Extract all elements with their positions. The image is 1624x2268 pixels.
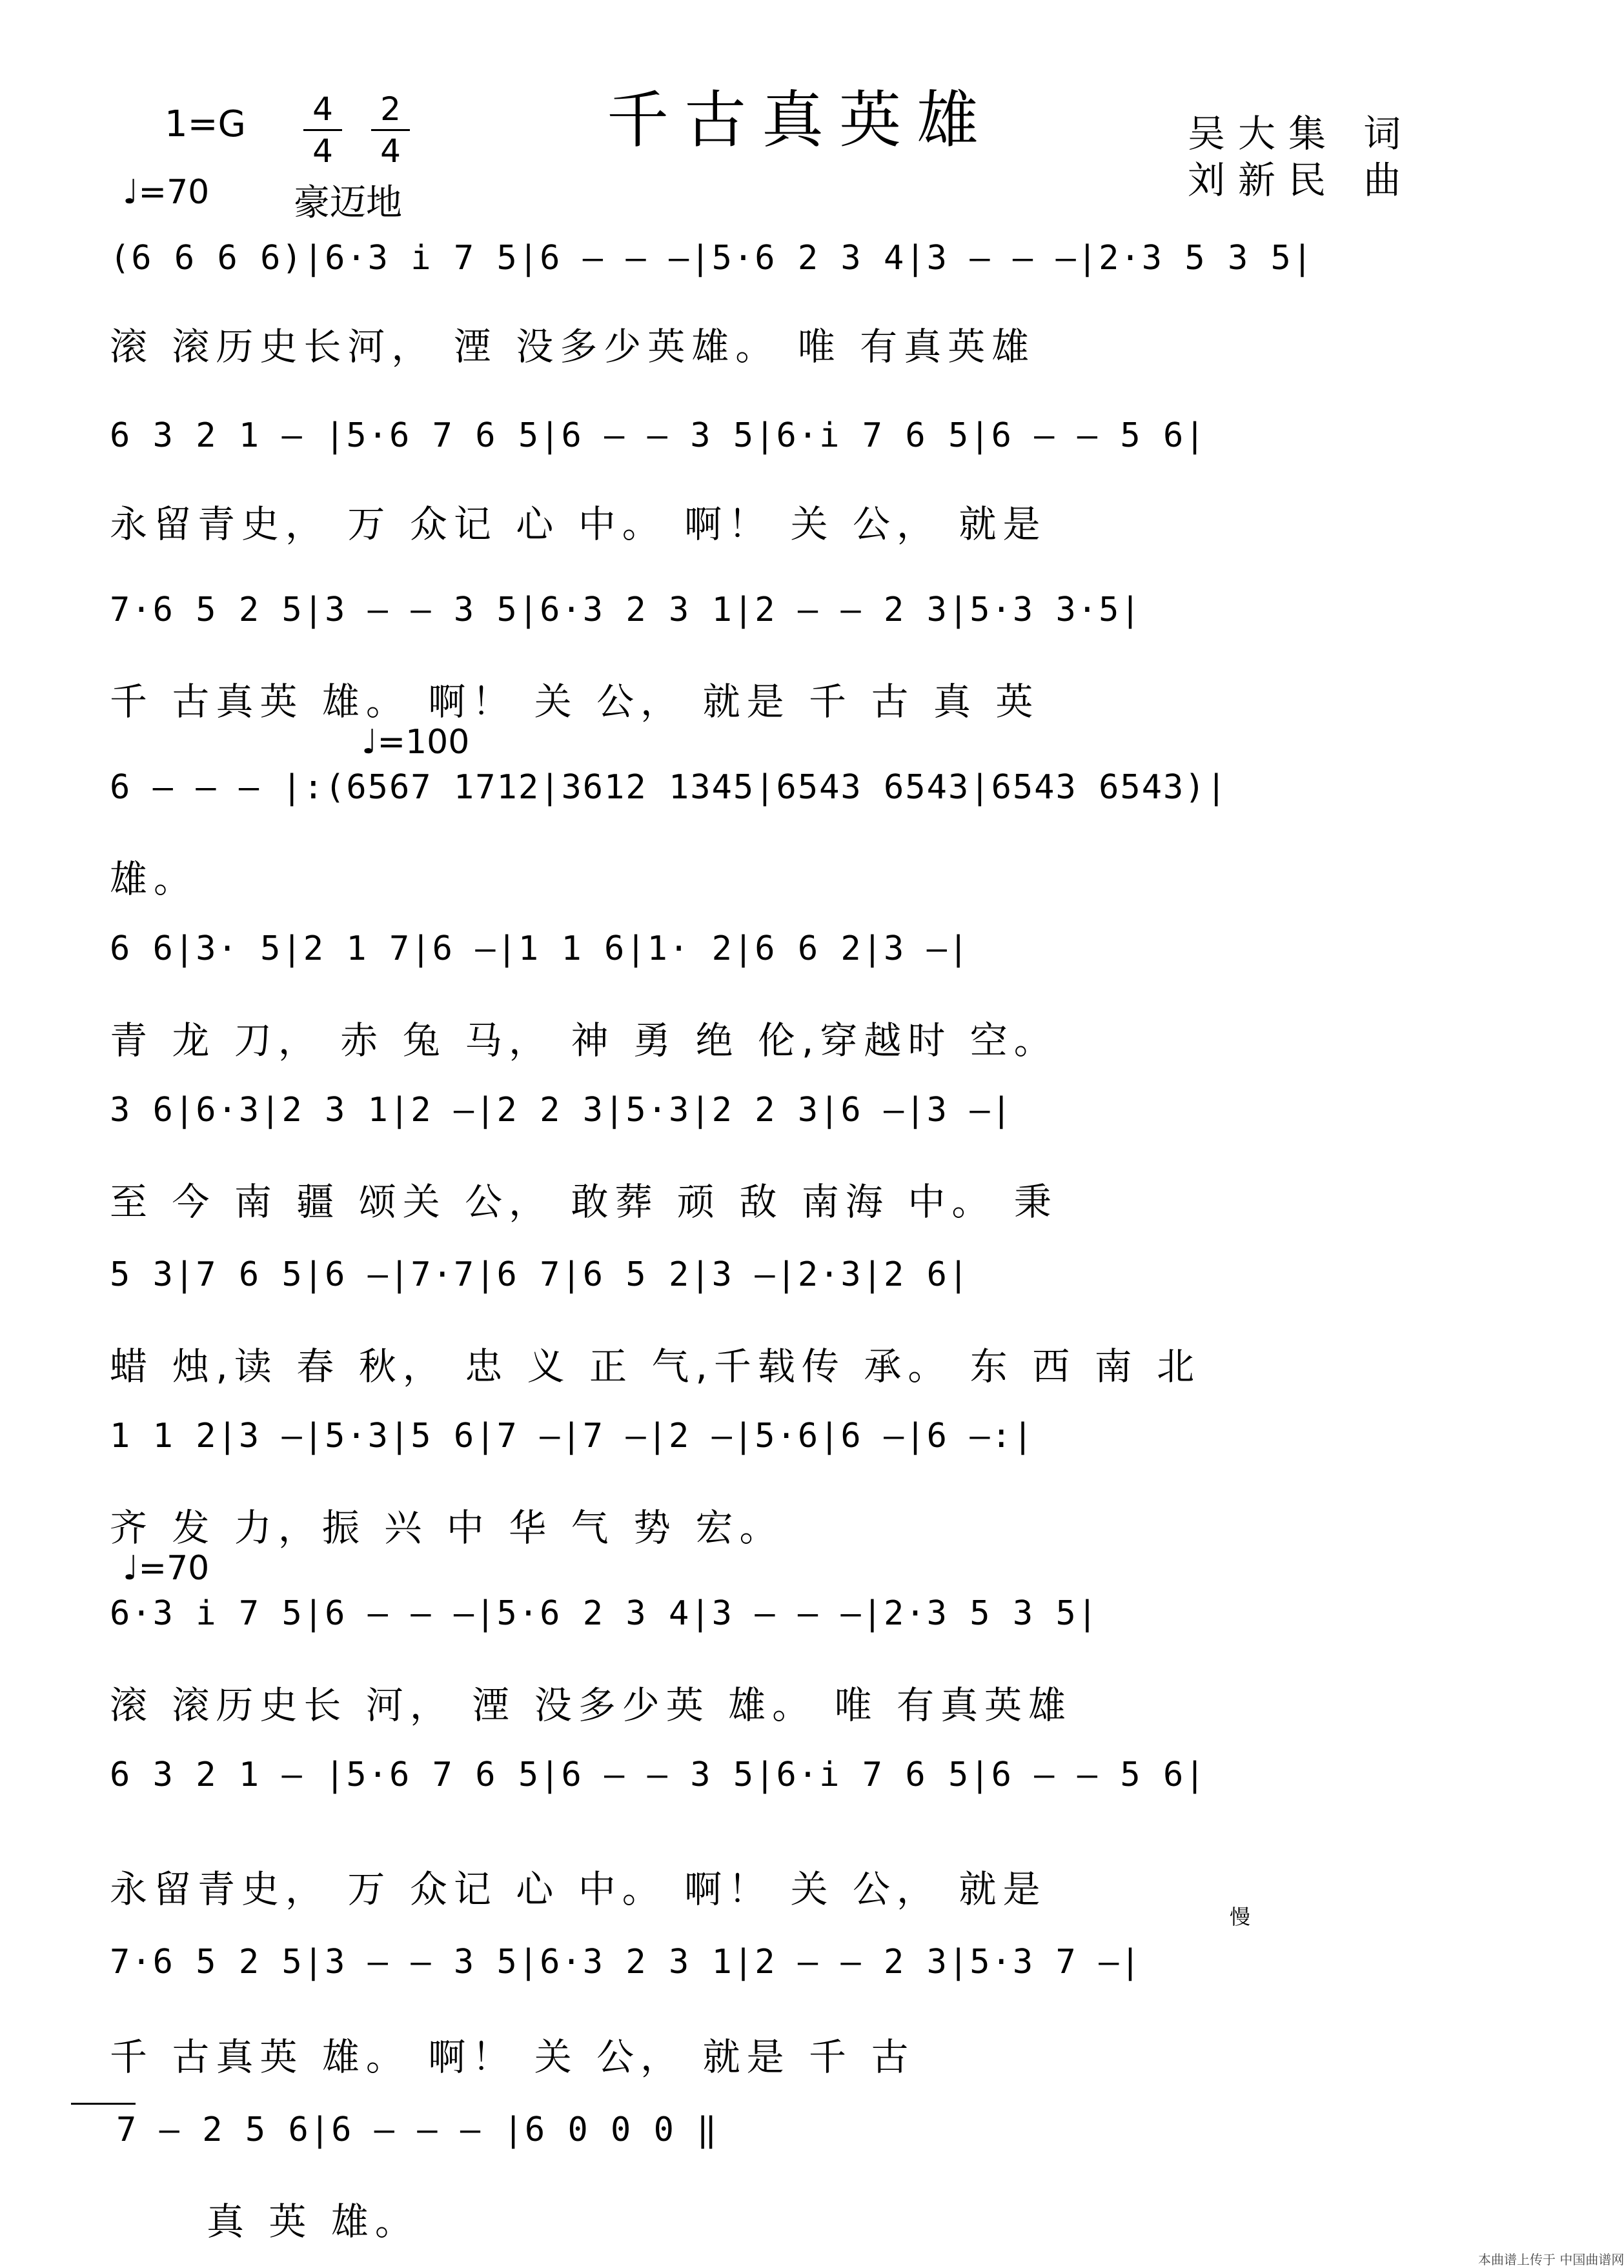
source-footer: 本曲谱上传于 中国曲谱网 [1478, 2252, 1624, 2267]
notation-line-1: (6 6 6 6)|6·3 i 7 5|6 — — —|5·6 2 3 4|3 — — —|2·3 5 3 5| [110, 239, 1314, 278]
lyrics-line-12: 真 英 雄。 [207, 2200, 419, 2243]
lyrics-line-5: 青 龙 刀， 赤 兔 马， 神 勇 绝 伦,穿越时 空。 [110, 1018, 1058, 1062]
notation-line-8: 1 1 2|3 —|5·3|5 6|7 —|7 —|2 —|5·6|6 —|6 —:| [110, 1417, 1035, 1455]
notation-line-12: 7 — 2 5 6|6 — — — |6 0 0 0 ‖ [116, 2111, 718, 2149]
notation-line-10: 6 3 2 1 — |5·6 7 6 5|6 — — 3 5|6·i 7 6 5|6 — — 5 6| [110, 1756, 1206, 1794]
lyricist-credit: 吴大集 词 [1188, 112, 1414, 156]
key-signature: 1=G [165, 103, 246, 145]
notation-line-7: 5 3|7 6 5|6 —|7·7|6 7|6 5 2|3 —|2·3|2 6| [110, 1255, 970, 1294]
lyrics-line-2: 永留青史， 万 众记 心 中。 啊！ 关 公， 就是 [110, 502, 1047, 546]
notation-line-11: 7·6 5 2 5|3 — — 3 5|6·3 2 3 1|2 — — 2 3|5·3 7 —| [110, 1943, 1142, 1981]
slow-marking: 慢 [1230, 1905, 1251, 1929]
lyrics-line-7: 蜡 烛,读 春 秋， 忠 义 正 气,千载传 承。 东 西 南 北 [110, 1344, 1201, 1388]
time-signature-2-denominator: 4 [380, 132, 401, 170]
lyrics-line-4: 雄。 [110, 857, 198, 901]
tempo-marking: ♩=70 [123, 173, 210, 212]
lyrics-line-1: 滚 滚历史长河， 湮 没多少英雄。 唯 有真英雄 [110, 325, 1036, 369]
tempo-change-70: ♩=70 [123, 1549, 210, 1588]
notation-line-2: 6 3 2 1 — |5·6 7 6 5|6 — — 3 5|6·i 7 6 5|6 — — 5 6| [110, 416, 1206, 455]
notation-line-5: 6 6|3· 5|2 1 7|6 —|1 1 6|1· 2|6 6 2|3 —| [110, 929, 970, 968]
notation-line-3: 7·6 5 2 5|3 — — 3 5|6·3 2 3 1|2 — — 2 3|5·3 3·5| [110, 591, 1142, 629]
time-signature-2-line [371, 129, 410, 131]
composer-credit: 刘新民 曲 [1188, 158, 1414, 202]
score-title: 千古真英雄 [607, 84, 994, 156]
lyrics-line-10: 永留青史， 万 众记 心 中。 啊！ 关 公， 就是 [110, 1867, 1047, 1911]
lyrics-line-6: 至 今 南 疆 颂关 公， 敢葬 顽 敌 南海 中。 秉 [110, 1180, 1058, 1224]
lyrics-line-8: 齐 发 力，振 兴 中 华 气 势 宏。 [110, 1506, 784, 1550]
time-signature-1-numerator: 4 [312, 90, 333, 128]
lyrics-line-3: 千 古真英 雄。 啊！ 关 公， 就是 千 古 真 英 [110, 680, 1040, 724]
lyrics-line-9: 滚 滚历史长 河， 湮 没多少英 雄。 唯 有真英雄 [110, 1683, 1073, 1727]
tie-continuation [71, 2103, 136, 2105]
notation-line-4: 6 — — — |:(6567 1712|3612 1345|6543 6543|6543 6543)| [110, 768, 1228, 807]
tempo-change-100: ♩=100 [361, 723, 470, 762]
notation-line-6: 3 6|6·3|2 3 1|2 —|2 2 3|5·3|2 2 3|6 —|3 —| [110, 1091, 1013, 1129]
notation-line-9: 6·3 i 7 5|6 — — —|5·6 2 3 4|3 — — —|2·3 5 3 5| [110, 1594, 1099, 1633]
time-signature-2-numerator: 2 [380, 90, 401, 128]
time-signature-1-line [303, 129, 342, 131]
expression-marking: 豪迈地 [294, 182, 402, 224]
time-signature-1-denominator: 4 [312, 132, 333, 170]
lyrics-line-11: 千 古真英 雄。 啊！ 关 公， 就是 千 古 [110, 2035, 915, 2079]
